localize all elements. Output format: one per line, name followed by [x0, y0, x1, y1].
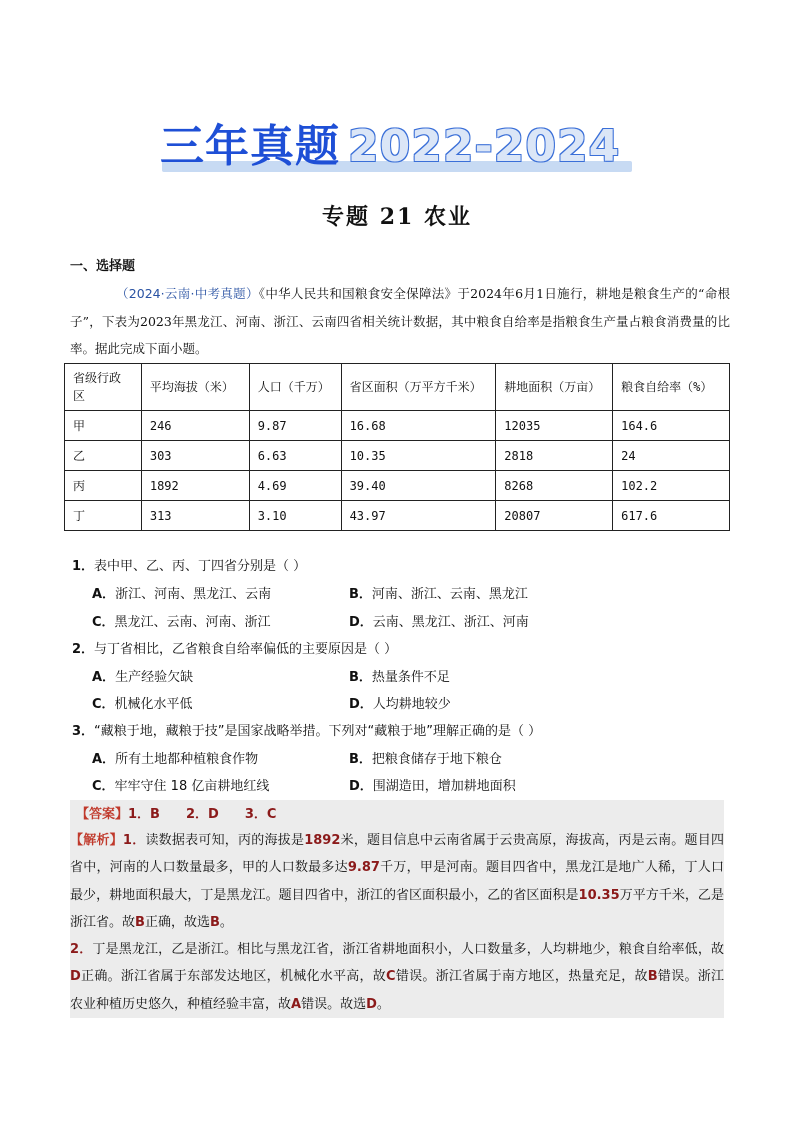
answer-label: 【答案】: [76, 807, 129, 822]
option-text: 把粮食储存于地下粮仓: [371, 752, 502, 767]
analysis-text-run: 丁是黑龙江，乙是浙江。相比与黑龙江省，浙江省耕地面积小，人口数量多，人均耕地少，粮食自给率低，故: [92, 942, 724, 958]
option-letter: C．: [92, 697, 115, 712]
highlight-number: 2．: [70, 942, 93, 958]
option-1d[interactable]: [349, 611, 529, 630]
table-cell: 20807: [496, 501, 613, 531]
analysis-text-run: 错误。浙江农业种植历史悠久，种植经验丰富，故: [70, 969, 724, 1012]
table-cell: 164.6: [613, 411, 730, 441]
option-letter: C．: [92, 615, 115, 630]
analysis-text-run: 读数据表可知，丙的海拔是: [145, 833, 305, 848]
option-1a[interactable]: [92, 583, 271, 602]
table-cell: 1892: [141, 471, 249, 501]
question-number: 2．: [72, 642, 95, 657]
question-1: [72, 555, 306, 574]
table-cell: 16.68: [341, 411, 496, 441]
table-header-row: [65, 364, 730, 411]
option-text: 热量条件不足: [371, 670, 450, 685]
banner: [160, 118, 638, 176]
table-row: [65, 471, 730, 501]
table-cell: 丙: [65, 471, 142, 501]
answer-line: [76, 803, 276, 822]
table-header-cell: 平均海拔（米）: [141, 364, 249, 411]
highlight-number: B: [135, 914, 145, 930]
analysis-text-run: 错误。浙江省属于南方地区，热量充足，故: [395, 969, 648, 985]
highlight-number: A: [291, 996, 302, 1012]
table-cell: 9.87: [249, 411, 341, 441]
option-text: 河南、浙江、云南、黑龙江: [371, 587, 528, 602]
option-text: 生产经验欠缺: [115, 670, 194, 685]
answer-value: 3．C: [244, 807, 277, 822]
table-cell: 丁: [65, 501, 142, 531]
option-3a[interactable]: [92, 748, 258, 767]
option-letter: B．: [349, 752, 372, 767]
table-cell: 617.6: [613, 501, 730, 531]
option-2b[interactable]: [349, 666, 450, 685]
option-text: 云南、黑龙江、浙江、河南: [372, 615, 529, 630]
analysis-text: [70, 833, 724, 930]
table-cell: 39.40: [341, 471, 496, 501]
statistics-table: [64, 363, 730, 531]
option-text: 所有土地都种植粮食作物: [115, 752, 259, 767]
table-row: [65, 441, 730, 471]
question-number: 3．: [72, 724, 95, 739]
option-2a[interactable]: [92, 666, 193, 685]
question-2: [72, 638, 397, 657]
analysis-text-run: 正确，故选: [144, 914, 210, 930]
question-text: 与丁省相比，乙省粮食自给率偏低的主要原因是（ ）: [94, 642, 398, 657]
table-cell: 10.35: [341, 441, 496, 471]
analysis-paragraph-1: [70, 827, 724, 936]
highlight-number: 9.87: [347, 860, 380, 876]
source-citation: （2024·云南·中考真题）: [116, 286, 259, 301]
table-cell: 乙: [65, 441, 142, 471]
question-stem: [70, 280, 730, 363]
highlight-number: 1．: [122, 833, 146, 848]
option-3c[interactable]: [92, 775, 269, 794]
analysis-label: 【解析】: [70, 833, 123, 848]
analysis: [70, 827, 724, 1018]
option-text: 机械化水平低: [114, 697, 193, 712]
table-cell: 3.10: [249, 501, 341, 531]
highlight-number: D: [70, 969, 81, 985]
table-cell: 246: [141, 411, 249, 441]
section-heading: 一、选择题: [70, 259, 136, 274]
option-letter: D．: [349, 615, 373, 630]
analysis-text-run: 米，题目信息中云南省属于云贵高原，海拔高，丙是云南。题目四省中，河南的人口数量最多，甲的人口数最多达: [70, 833, 724, 876]
question-number: 1．: [72, 559, 95, 574]
answer-value: 1．B: [128, 807, 160, 822]
table-cell: 303: [141, 441, 249, 471]
document-title: 专题 21 农业: [322, 204, 472, 230]
option-letter: A．: [92, 752, 116, 767]
option-text: 浙江、河南、黑龙江、云南: [115, 587, 272, 602]
table-row: [65, 411, 730, 441]
option-text: 牢牢守住 18 亿亩耕地红线: [114, 779, 270, 794]
table-header-cell: 省区面积（万平方千米）: [341, 364, 496, 411]
option-3b[interactable]: [349, 748, 502, 767]
highlight-number: B: [209, 914, 220, 930]
option-letter: D．: [349, 697, 373, 712]
analysis-text-run: 。: [219, 914, 233, 930]
analysis-text-run: 万平方千米，乙是浙江省。故: [70, 887, 724, 930]
option-1b[interactable]: [349, 583, 528, 602]
option-letter: B．: [349, 670, 372, 685]
highlight-number: 10.35: [578, 887, 620, 903]
table-header-cell: 耕地面积（万亩）: [496, 364, 613, 411]
banner-title: [160, 118, 620, 176]
option-letter: A．: [92, 670, 116, 685]
table-cell: 4.69: [249, 471, 341, 501]
table-cell: 甲: [65, 411, 142, 441]
table-cell: 102.2: [613, 471, 730, 501]
table-cell: 6.63: [249, 441, 341, 471]
table-cell: 313: [141, 501, 249, 531]
highlight-number: D: [366, 996, 377, 1012]
analysis-text-run: 错误。故选: [301, 996, 367, 1012]
option-letter: B．: [349, 587, 372, 602]
option-1c[interactable]: [92, 611, 271, 630]
table-cell: 12035: [496, 411, 613, 441]
question-3: [72, 720, 541, 739]
stem-text: 《中华人民共和国粮食安全保障法》于2024年6月1日施行，耕地是粮食生产的“命根子”，下表为2023年黑龙江、河南、浙江、云南四省相关统计数据，其中粮食自给率是指粮食生产量占粮食消费量的比率。据此完成下面小题。: [70, 286, 730, 356]
table-cell: 8268: [496, 471, 613, 501]
option-text: 人均耕地较少: [372, 697, 451, 712]
question-text: “藏粮于地，藏粮于技”是国家战略举措。下列对“藏粮于地”理解正确的是（ ）: [94, 724, 542, 739]
analysis-text-run: 正确。浙江省属于东部发达地区，机械化水平高，故: [80, 969, 387, 985]
table-row: [65, 501, 730, 531]
option-2d[interactable]: [349, 693, 451, 712]
analysis-text-run: 千万，甲是河南。题目四省中，黑龙江是地广人稀，丁人口最少，耕地面积最大，丁是黑龙江。题目四省中，浙江的省区面积最小，乙的省区面积是: [70, 860, 724, 903]
option-text: 围湖造田，增加耕地面积: [372, 779, 516, 794]
question-text: 表中甲、乙、丙、丁四省分别是（ ）: [94, 559, 307, 574]
table-header-cell: 省级行政区: [65, 364, 142, 411]
option-letter: A．: [92, 587, 116, 602]
analysis-text-run: 。: [376, 996, 390, 1012]
option-letter: C．: [92, 779, 115, 794]
banner-text-years: 2022-2024: [348, 121, 621, 172]
table-header-cell: 粮食自给率（%）: [613, 364, 730, 411]
analysis-paragraph-2: [70, 936, 724, 1018]
table-header-cell: 人口（千万）: [249, 364, 341, 411]
option-letter: D．: [349, 779, 373, 794]
answer-value: 2．D: [185, 807, 219, 822]
table-cell: 43.97: [341, 501, 496, 531]
option-text: 黑龙江、云南、河南、浙江: [114, 615, 271, 630]
table-cell: 2818: [496, 441, 613, 471]
highlight-number: B: [647, 969, 658, 985]
banner-text-main: 三年真题: [160, 121, 340, 172]
option-3d[interactable]: [349, 775, 516, 794]
table-cell: 24: [613, 441, 730, 471]
highlight-number: C: [386, 969, 396, 985]
highlight-number: 1892: [304, 833, 341, 848]
option-2c[interactable]: [92, 693, 193, 712]
